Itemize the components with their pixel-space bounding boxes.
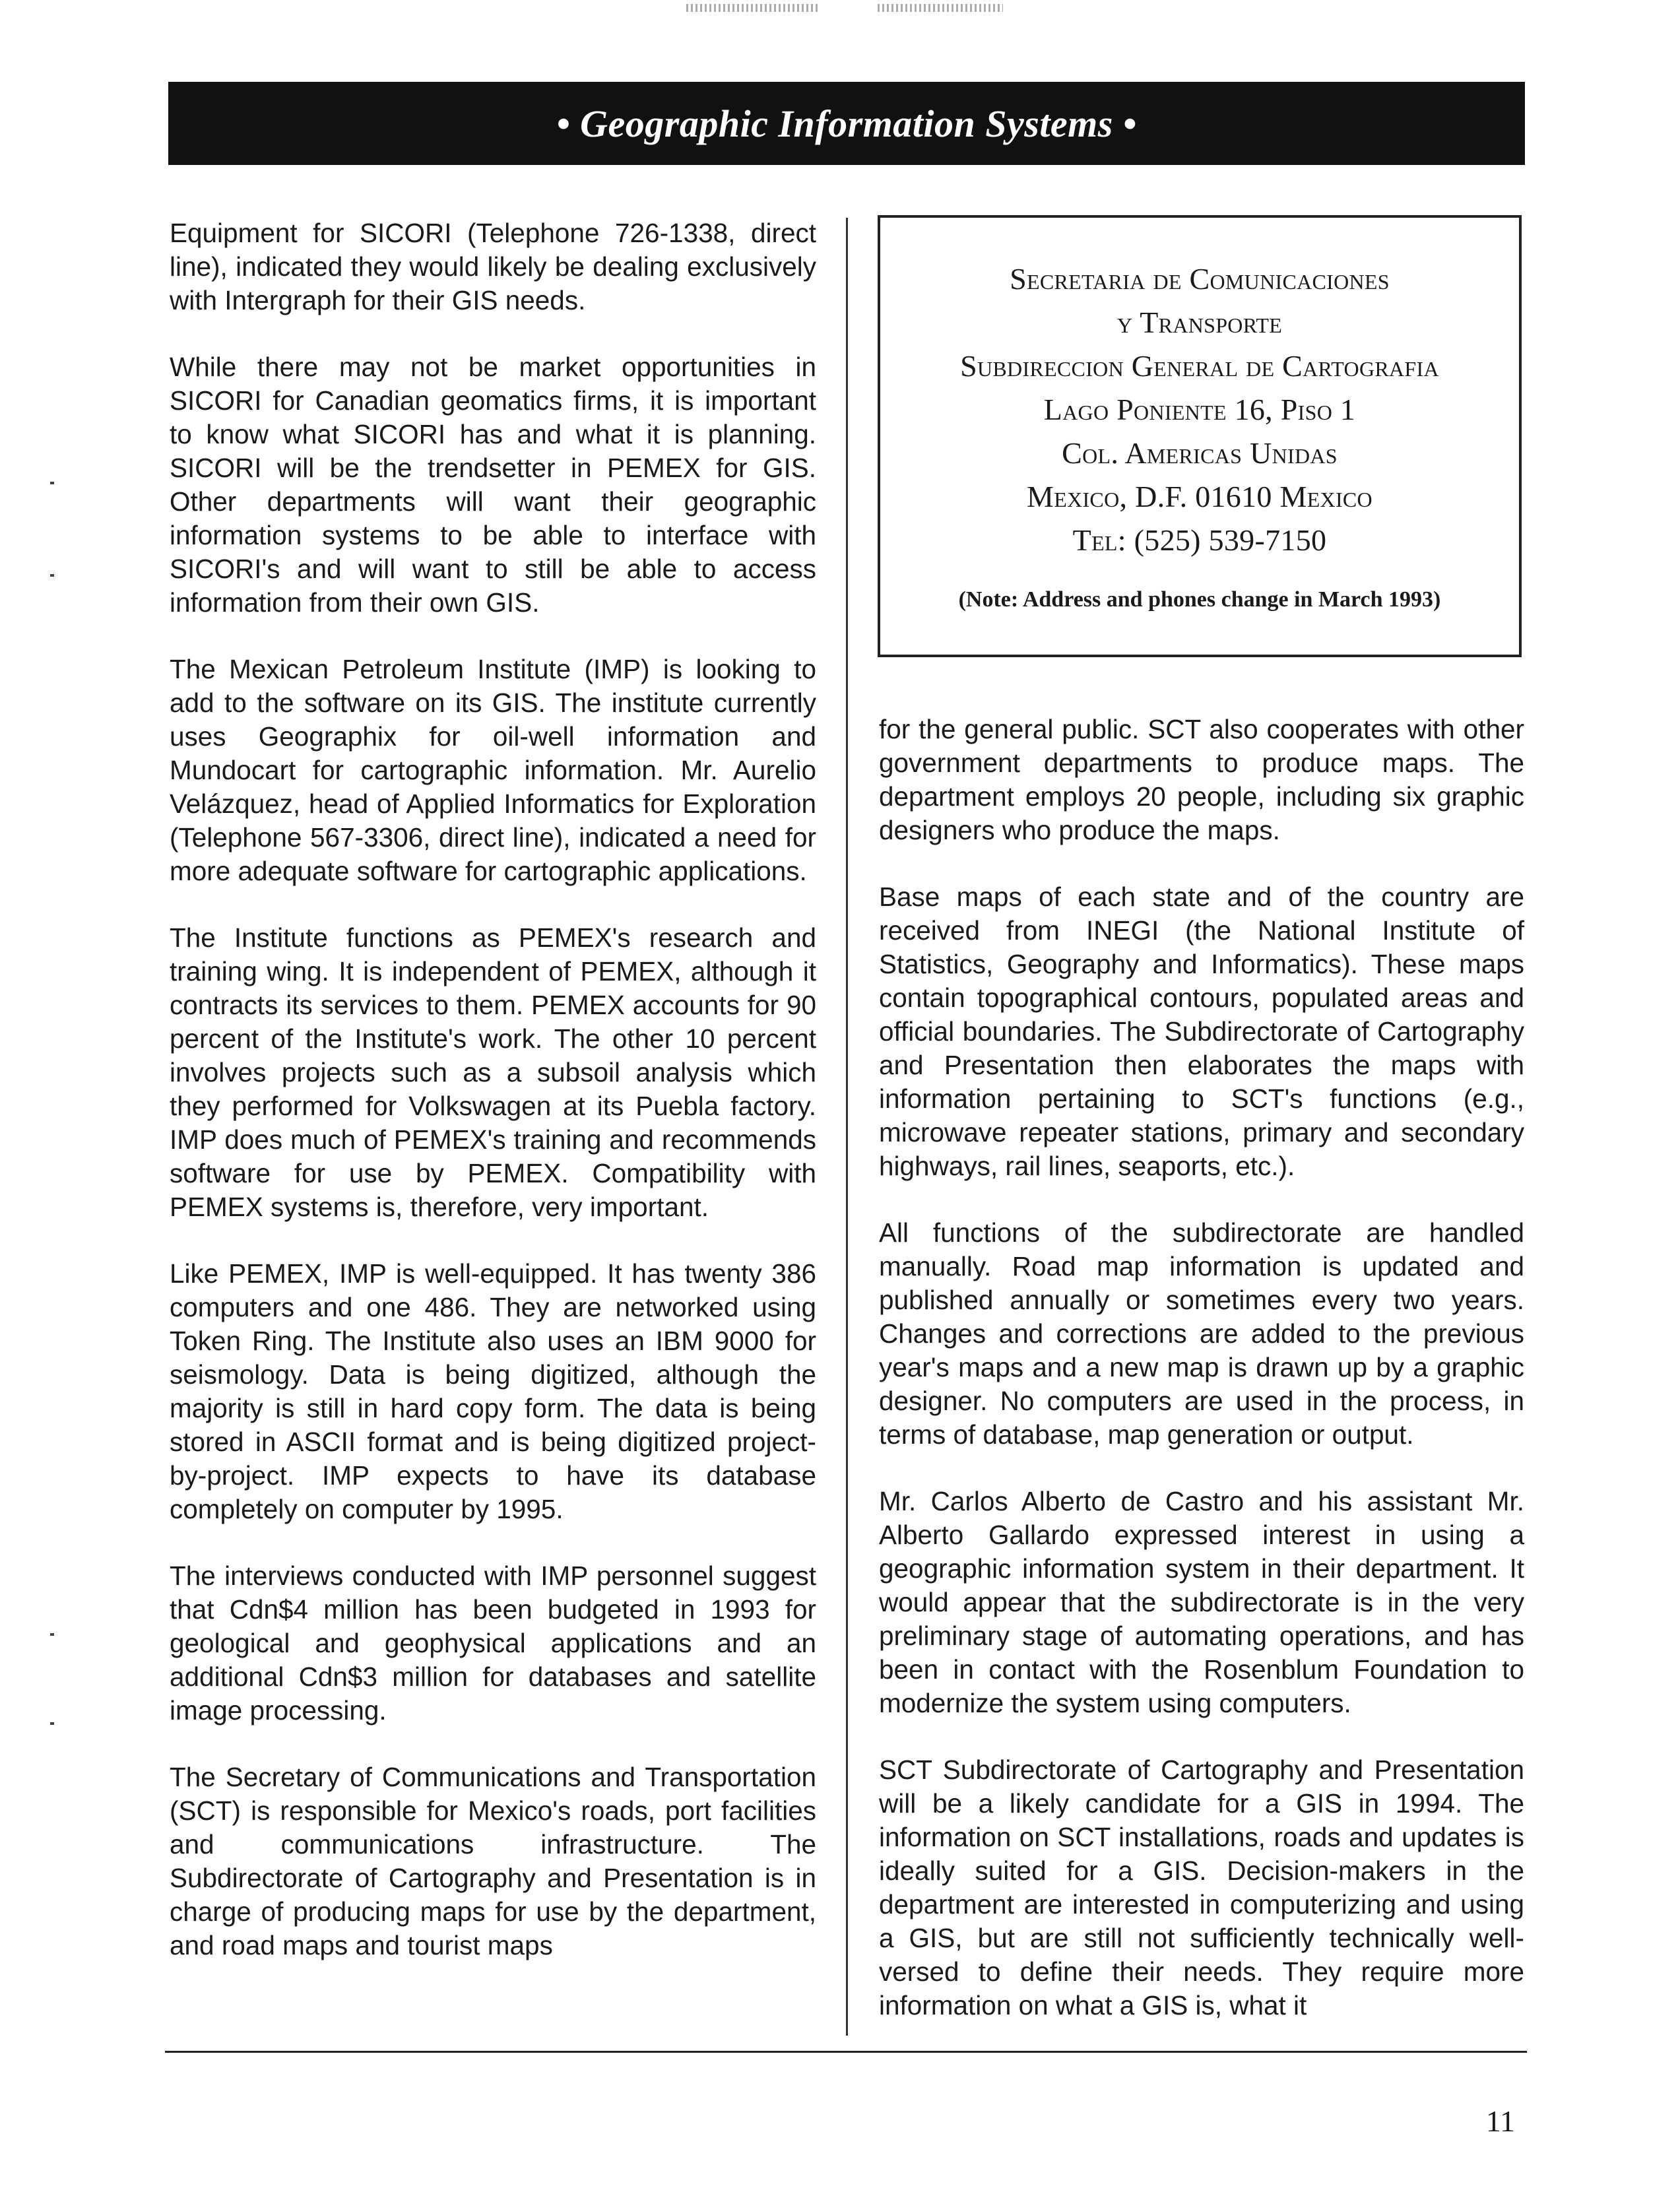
paragraph: for the general public. SCT also cooperates with other government departments to produce maps. The department employs 20 people, including six graphic designers who produce the maps. (879, 714, 1524, 845)
address-line: Col. Americas Unidas (1062, 436, 1338, 470)
page-number: 11 (1485, 2104, 1515, 2138)
section-header-bar (168, 82, 1525, 165)
paragraph: SCT Subdirectorate of Cartography and Presentation will be a likely candidate for a GIS in 1994. The information on SCT installations, roads and updates is ideally suited for a GIS. Decision-makers in the department are interested in computerizing and using a GIS, but are still not sufficiently technically well-versed to define their needs. They require more information on what a GIS is, what it (879, 1755, 1524, 2020)
address-line: y Transporte (1116, 306, 1283, 339)
address-line: Subdireccion General de Cartografia (960, 349, 1439, 383)
paragraph: While there may not be market opportunities in SICORI for Canadian geomatics firms, it is important to know what SICORI has and what it is planning. SICORI will be the trendsetter in PEMEX for GIS. Other departments will want their geographic information systems to be able to interface with SICORI's and will want to still be able to access information from their own GIS. (170, 352, 816, 618)
paragraph: Base maps of each state and of the country are received from INEGI (the National Institute of Statistics, Geography and Informatics). These maps contain topographical contours, populated areas and official boundaries. The Subdirectorate of Cartography and Presentation then elaborates the maps with information pertaining to SCT's functions (e.g., microwave repeater stations, primary and secondary highways, rail lines, seaports, etc.). (879, 882, 1524, 1181)
right-column (879, 713, 1524, 2022)
margin-speck (50, 1722, 54, 1725)
margin-speck (50, 1633, 54, 1636)
paragraph: The interviews conducted with IMP personnel suggest that Cdn$4 million has been budgeted in 1993 for geological and geophysical applications and an additional Cdn$3 million for databases and satellite image processing. (170, 1561, 816, 1726)
paragraph: The Secretary of Communications and Transportation (SCT) is responsible for Mexico's roads, port facilities and communications infrastructure. The Subdirectorate of Cartography and Presentation is in charge of producing maps for use by the department, and road maps and tourist maps (170, 1762, 816, 1960)
address-box (878, 215, 1522, 657)
paragraph: The Institute functions as PEMEX's research and training wing. It is independent of PEMEX, although it contracts its services to them. PEMEX accounts for 90 percent of the Institute's work. The other 10 percent involves projects such as a subsoil analysis which they performed for Volkswagen at its Puebla factory. IMP does much of PEMEX's training and recommends software for use by PEMEX. Compatibility with PEMEX systems is, therefore, very important. (170, 922, 816, 1222)
address-note: (Note: Address and phones change in March 1993) (958, 587, 1441, 612)
address-line: Tel: (525) 539-7150 (1072, 523, 1327, 557)
margin-speck (50, 574, 54, 577)
paragraph: Like PEMEX, IMP is well-equipped. It has twenty 386 computers and one 486. They are networked using Token Ring. The Institute also uses an IBM 9000 for seismology. Data is being digitized, although the majority is still in hard copy form. The data is being stored in ASCII format and is being digitized project-by-project. IMP expects to have its database completely on computer by 1995. (170, 1258, 816, 1524)
paragraph: Mr. Carlos Alberto de Castro and his assistant Mr. Alberto Gallardo expressed interest in using a geographic information system in their department. It would appear that the subdirectorate is in the very preliminary stage of automating operations, and has been in contact with the Rosenblum Foundation to modernize the system using computers. (879, 1486, 1524, 1718)
address-lines (880, 257, 1519, 562)
paragraph: Equipment for SICORI (Telephone 726-1338, direct line), indicated they would likely be dealing exclusively with Intergraph for their GIS needs. (170, 218, 816, 315)
scan-artifact (686, 4, 818, 12)
scan-artifact (878, 4, 1003, 12)
footer-rule (165, 2051, 1527, 2053)
left-column (170, 216, 816, 1962)
section-title: • Geographic Information Systems • (556, 102, 1137, 145)
address-line: Secretaria de Comunicaciones (1010, 262, 1390, 296)
paragraph: The Mexican Petroleum Institute (IMP) is looking to add to the software on its GIS. The institute currently uses Geographix for oil-well information and Mundocart for cartographic information. Mr. Aurelio Velázquez, head of Applied Informatics for Exploration (Telephone 567-3306, direct line), indicated a need for more adequate software for cartographic applications. (170, 654, 816, 886)
address-line: Mexico, D.F. 01610 Mexico (1027, 480, 1373, 513)
address-line: Lago Poniente 16, Piso 1 (1043, 393, 1356, 426)
column-divider (846, 218, 848, 2036)
paragraph: All functions of the subdirectorate are handled manually. Road map information is updated and published annually or sometimes every two years. Changes and corrections are added to the previous year's maps and a new map is drawn up by a graphic designer. No computers are used in the process, in terms of database, map generation or output. (879, 1217, 1524, 1450)
margin-speck (50, 482, 54, 484)
